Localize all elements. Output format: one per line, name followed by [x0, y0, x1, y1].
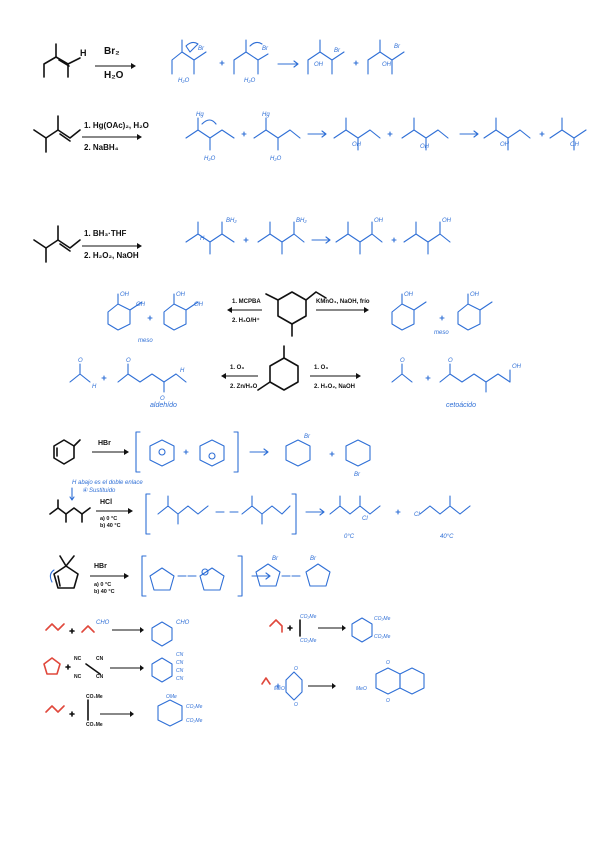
condition-b: b) 40 °C	[94, 589, 115, 595]
reaction-3	[34, 218, 452, 262]
svg-text:O: O	[448, 358, 453, 364]
reaction-1	[44, 40, 404, 84]
svg-text:NC: NC	[74, 656, 82, 662]
reaction-5	[70, 346, 522, 409]
hydrogen-label: H	[80, 48, 87, 58]
step-1: 1. BH₃·THF	[84, 229, 127, 238]
svg-text:CO₂Me: CO₂Me	[300, 638, 317, 644]
reagent-bottom: H₂O	[104, 70, 124, 81]
left-step-1: 1. O₃	[230, 365, 245, 371]
reagent-top: Br₂	[104, 46, 120, 57]
svg-text:CN: CN	[96, 656, 104, 662]
svg-text:O: O	[126, 358, 131, 364]
svg-text:meso: meso	[434, 330, 449, 336]
left-step-2: 2. H₃O/H⁺	[232, 318, 260, 324]
svg-text:OH: OH	[136, 302, 145, 308]
step-2: 2. H₂O₂, NaOH	[84, 251, 139, 260]
svg-text:CN: CN	[176, 676, 184, 682]
svg-text:CN: CN	[96, 674, 104, 680]
svg-text:CHO: CHO	[176, 620, 190, 626]
svg-text:Br: Br	[272, 556, 278, 562]
diels-alder-left	[44, 622, 182, 726]
svg-text:O: O	[78, 358, 83, 364]
svg-text:H: H	[180, 368, 185, 374]
svg-text:OH: OH	[470, 292, 479, 298]
svg-text:Br: Br	[394, 44, 400, 50]
svg-text:Br: Br	[334, 48, 340, 54]
mechanism-sketch	[142, 556, 330, 596]
svg-text:OH: OH	[404, 292, 413, 298]
svg-text:Hg: Hg	[262, 112, 270, 118]
label-cetoacido: cetoácido	[446, 402, 476, 409]
svg-text:0°C: 0°C	[344, 534, 355, 540]
svg-text:CN: CN	[176, 660, 184, 666]
right-step: KMnO₄, NaOH, frío	[316, 299, 370, 305]
mechanism-sketch	[186, 118, 586, 150]
product-sketches	[108, 294, 492, 330]
svg-text:Br: Br	[304, 434, 310, 440]
svg-text:OH: OH	[374, 218, 383, 224]
svg-text:MeO: MeO	[274, 686, 285, 692]
svg-text:Br: Br	[262, 46, 268, 52]
svg-text:H₂O: H₂O	[204, 156, 216, 162]
reaction-8	[50, 556, 330, 596]
svg-text:CHO: CHO	[96, 620, 110, 626]
svg-text:OH: OH	[314, 62, 323, 68]
svg-text:meso: meso	[138, 338, 153, 344]
reaction-6	[54, 432, 370, 478]
svg-text:CN: CN	[176, 668, 184, 674]
condition-b: b) 40 °C	[100, 523, 121, 529]
svg-text:H₂O: H₂O	[270, 156, 282, 162]
svg-text:O: O	[400, 358, 405, 364]
svg-text:H: H	[92, 384, 97, 390]
reaction-2	[34, 112, 586, 162]
svg-text:Br: Br	[354, 472, 360, 478]
svg-text:OH: OH	[120, 292, 129, 298]
svg-text:OH: OH	[500, 142, 509, 148]
svg-text:H₂O: H₂O	[178, 78, 190, 84]
svg-text:CO₂Me: CO₂Me	[186, 704, 203, 710]
intermediate-bracket	[136, 432, 370, 472]
svg-text:MeO: MeO	[356, 686, 367, 692]
svg-text:CN: CN	[176, 652, 184, 658]
svg-text:H: H	[200, 236, 205, 242]
svg-text:O: O	[386, 698, 390, 704]
svg-text:CO₂Me: CO₂Me	[86, 694, 103, 700]
svg-text:40°C: 40°C	[440, 534, 454, 540]
annotation-2: ④ Sustituido	[82, 488, 116, 494]
svg-text:OH: OH	[176, 292, 185, 298]
left-step-1: 1. MCPBA	[232, 299, 261, 305]
reaction-7	[50, 480, 470, 540]
svg-text:OH: OH	[352, 142, 361, 148]
annotation-1: H abajo es el doble enlace	[72, 480, 143, 486]
svg-text:CO₂Me: CO₂Me	[374, 634, 391, 640]
svg-text:OH: OH	[420, 144, 429, 150]
label-aldehido: aldehído	[150, 402, 177, 409]
diels-alder-right	[262, 618, 424, 700]
svg-text:O: O	[386, 660, 390, 666]
svg-text:CO₂Me: CO₂Me	[86, 722, 103, 728]
svg-text:OH: OH	[512, 364, 521, 370]
condition-a: a) 0 °C	[94, 582, 112, 588]
svg-text:CO₂Me: CO₂Me	[374, 616, 391, 622]
svg-text:OH: OH	[382, 62, 391, 68]
svg-text:Br: Br	[310, 556, 316, 562]
reagent: HBr	[94, 563, 107, 570]
reagent: HCl	[100, 499, 113, 506]
right-step-2: 2. H₂O₂, NaOH	[314, 384, 356, 390]
svg-text:H₂O: H₂O	[244, 78, 256, 84]
svg-text:OH: OH	[442, 218, 451, 224]
svg-text:BH₂: BH₂	[226, 218, 237, 224]
svg-text:CO₂Me: CO₂Me	[300, 614, 317, 620]
svg-text:O: O	[160, 396, 165, 402]
left-step-2: 2. Zn/H₂O	[230, 384, 258, 390]
mechanism-sketch	[186, 222, 450, 254]
condition-a: a) 0 °C	[100, 516, 118, 522]
svg-text:O: O	[294, 702, 298, 708]
svg-text:OH: OH	[194, 302, 203, 308]
reaction-4	[108, 292, 492, 344]
alkene-skeleton	[44, 57, 80, 77]
reagent: HBr	[98, 440, 111, 447]
svg-text:O: O	[294, 666, 298, 672]
svg-text:Cl: Cl	[414, 512, 420, 518]
svg-text:OH: OH	[570, 142, 579, 148]
svg-text:OMe: OMe	[166, 694, 177, 700]
svg-text:NC: NC	[74, 674, 82, 680]
right-step-1: 1. O₃	[314, 365, 329, 371]
mechanism-sketch	[146, 494, 470, 534]
svg-text:BH₂: BH₂	[296, 218, 307, 224]
mechanism-sketch	[172, 40, 404, 74]
svg-text:CO₂Me: CO₂Me	[186, 718, 203, 724]
step-2: 2. NaBH₄	[84, 143, 119, 152]
product-sketches	[70, 364, 510, 392]
svg-text:Cl: Cl	[362, 516, 368, 522]
step-1: 1. Hg(OAc)₂, H₂O	[84, 121, 149, 130]
svg-text:Hg: Hg	[196, 112, 204, 118]
svg-text:Br: Br	[198, 46, 204, 52]
